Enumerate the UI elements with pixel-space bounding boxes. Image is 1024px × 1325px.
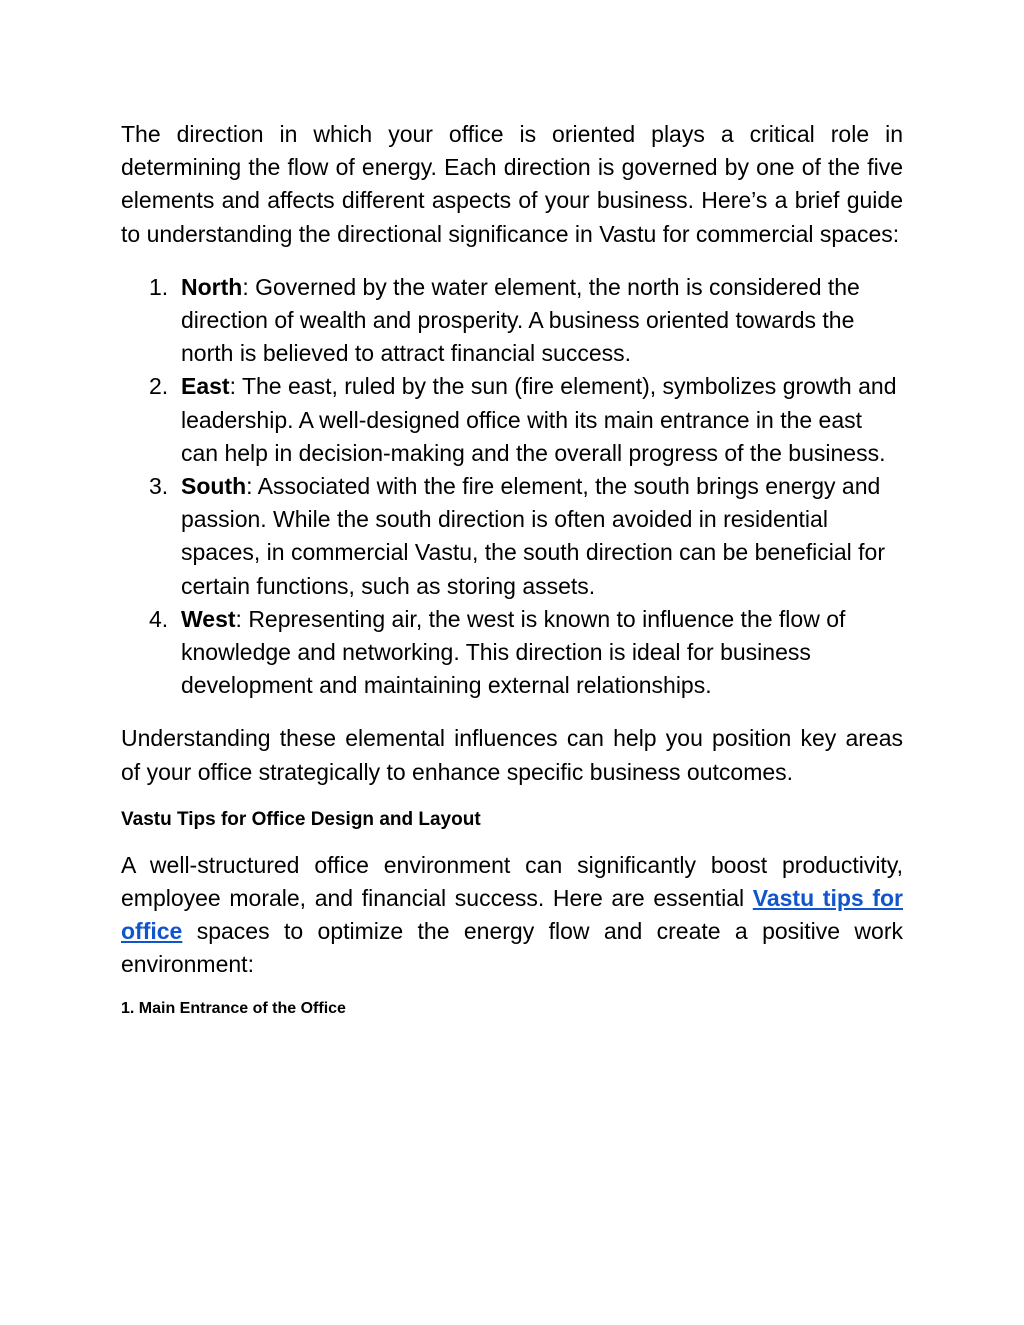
direction-name: North: [181, 273, 243, 300]
list-item: [121, 470, 903, 603]
outro-paragraph: Understanding these elemental influences can help you position key areas of your office strategically to enhance specific business outcomes.: [121, 725, 903, 785]
tips-text-before: A well-structured office environment can significantly boost productivity, employee morale, and financial success. Here are essential: [121, 851, 903, 912]
subheading: 1. Main Entrance of the Office: [121, 999, 346, 1017]
list-item: [121, 370, 903, 470]
direction-name: South: [181, 473, 247, 500]
directions-list: [121, 271, 903, 703]
section-heading: Vastu Tips for Office Design and Layout: [121, 808, 481, 830]
list-item: [121, 271, 903, 371]
tips-paragraph: [121, 849, 903, 982]
intro-paragraph: The direction in which your office is oriented plays a critical role in determining the flow of energy. Each direction is governed by one of the five elements and affects different aspects of your business. Here’s a brief guide to understanding the directional significance in Vastu for commercial spaces:: [121, 121, 903, 247]
vastu-tips-link[interactable]: Vastu tips for office: [121, 885, 903, 945]
list-item: [121, 603, 903, 703]
direction-text: : Representing air, the west is known to influence the flow of knowledge and networking. This direction is ideal for business development and maintaining external relationships.: [181, 605, 846, 699]
tips-text-after: spaces to optimize the energy flow and create a positive work environment:: [121, 918, 903, 978]
direction-text: : Governed by the water element, the north is considered the direction of wealth and prosperity. A business oriented towards the north is believed to attract financial success.: [181, 273, 860, 367]
list-number: 4.: [149, 605, 169, 632]
direction-text: : Associated with the fire element, the south brings energy and passion. While the south direction is often avoided in residential spaces, in commercial Vastu, the south direction can be beneficial for certain functions, such as storing assets.: [181, 473, 885, 599]
direction-name: West: [181, 605, 236, 632]
list-number: 1.: [149, 273, 169, 300]
direction-name: East: [181, 373, 230, 400]
list-number: 2.: [149, 373, 169, 400]
direction-text: : The east, ruled by the sun (fire element), symbolizes growth and leadership. A well-designed office with its main entrance in the east can help in decision-making and the overall progress of the business.: [181, 373, 897, 466]
document-page: [121, 118, 903, 1020]
list-number: 3.: [149, 473, 169, 500]
